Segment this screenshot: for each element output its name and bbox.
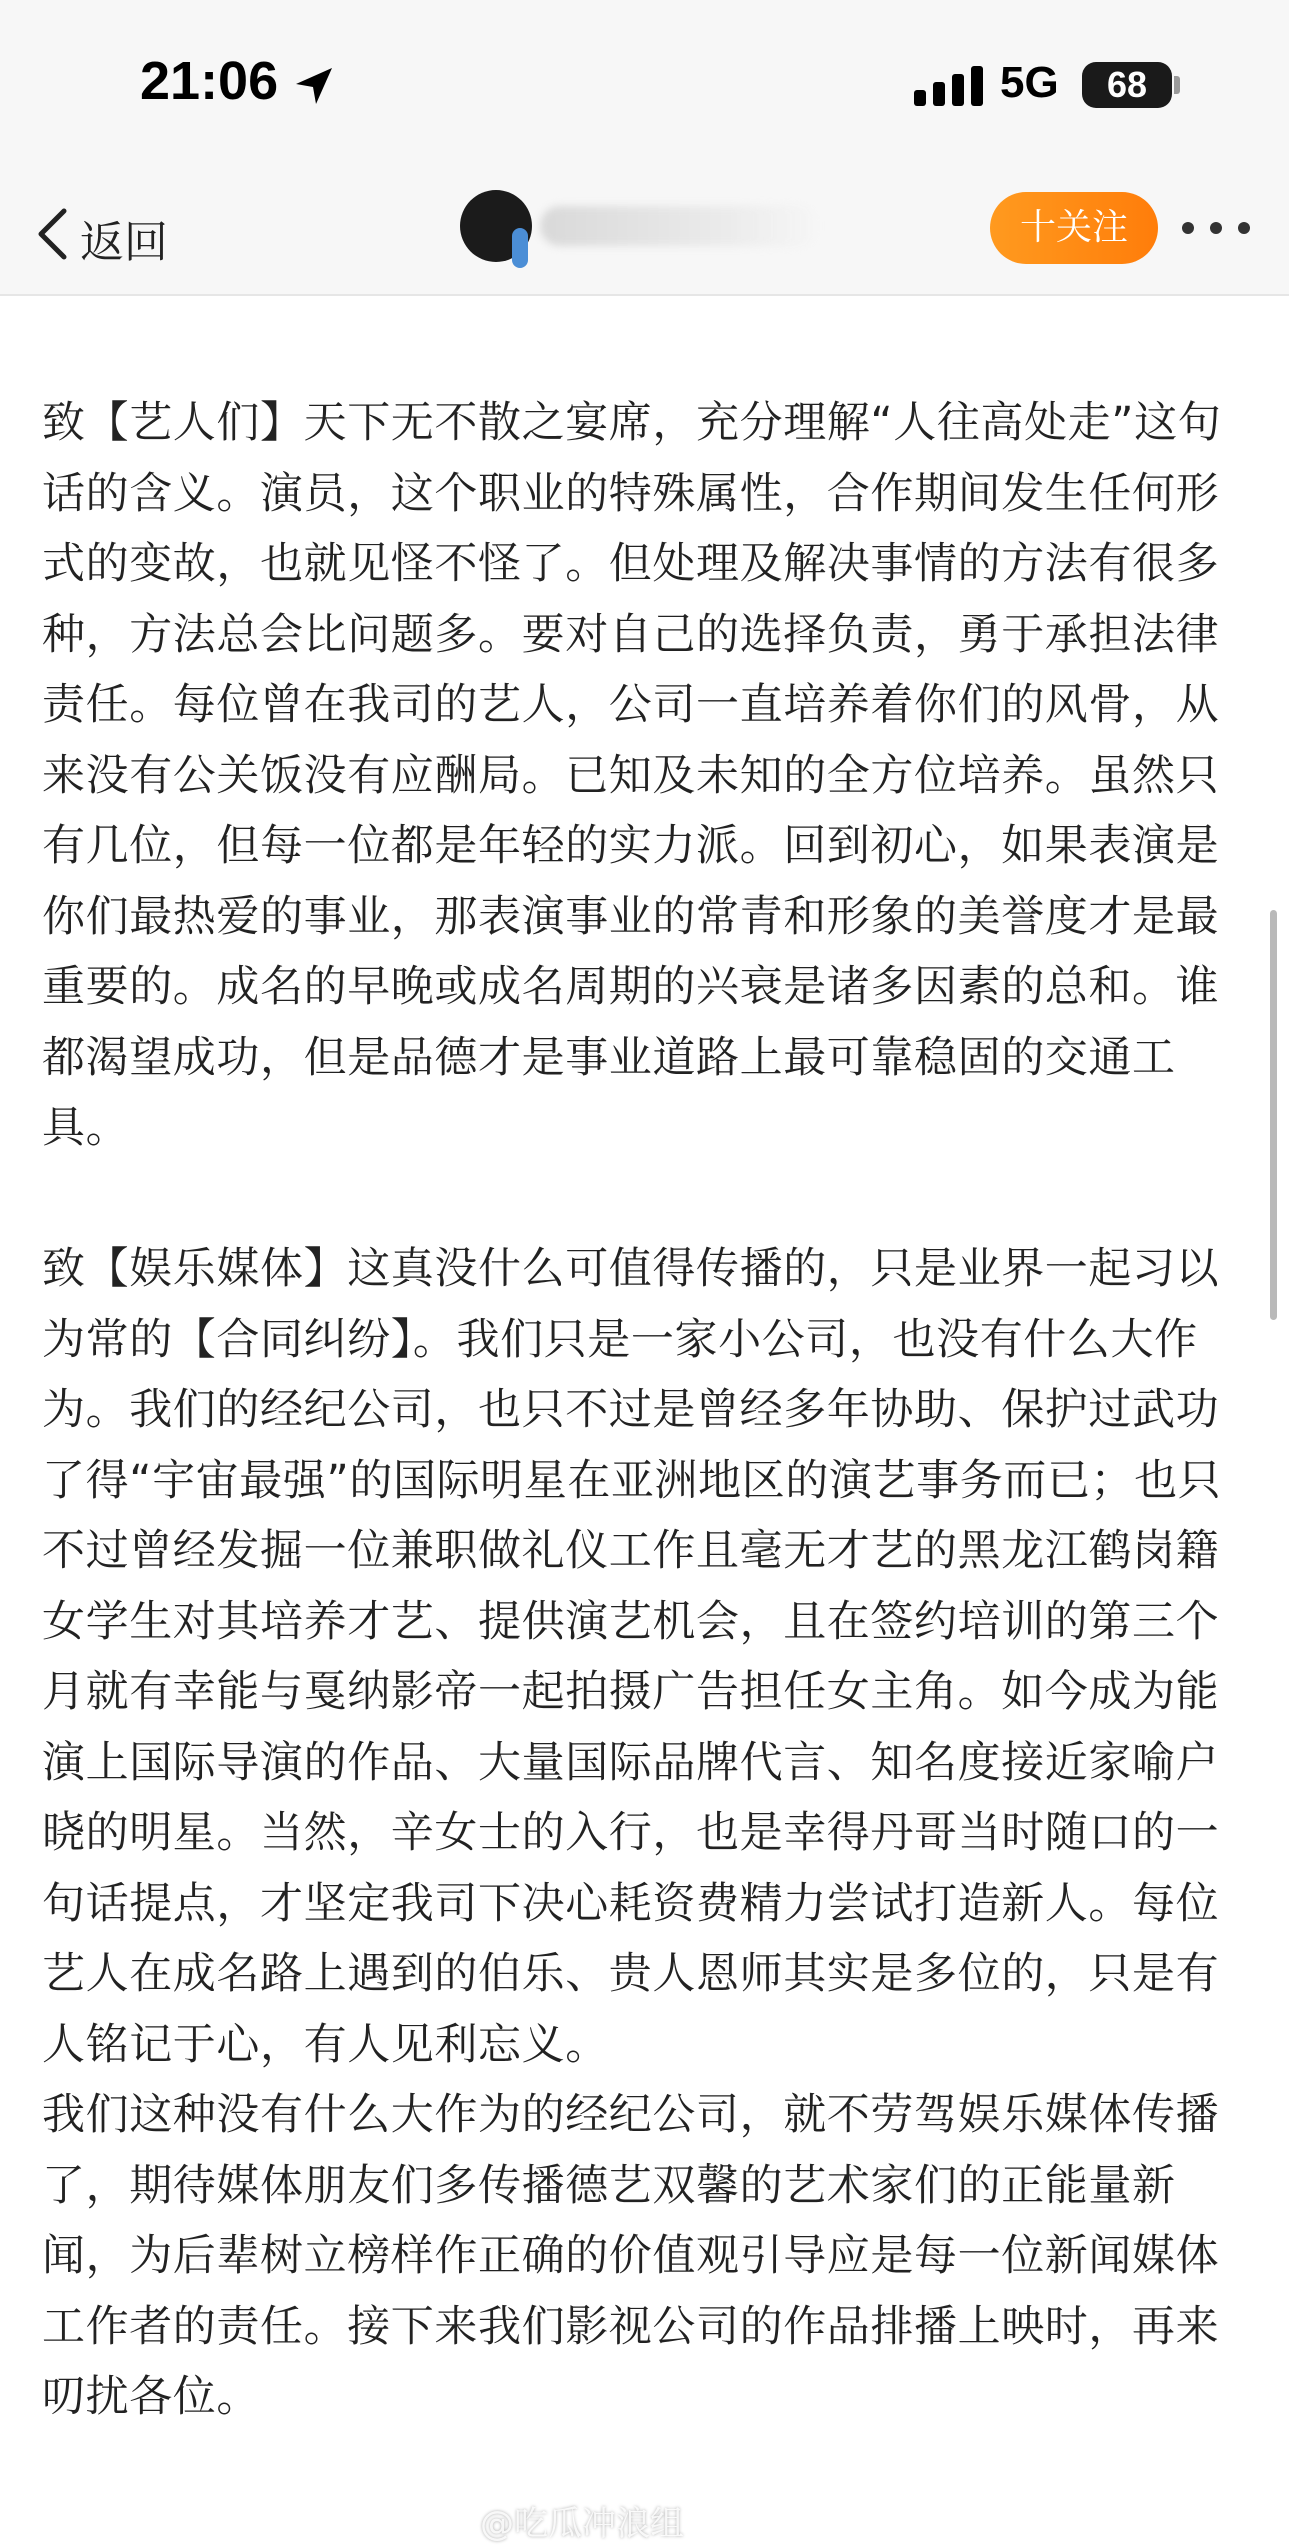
status-bar: [0, 0, 1289, 170]
network-type: 5G: [1000, 58, 1059, 107]
post-body: [42, 388, 1242, 2433]
more-options-icon[interactable]: [1180, 220, 1252, 236]
back-label: 返回: [80, 217, 168, 268]
battery-level: 68: [1106, 64, 1148, 105]
battery-tip: [1174, 76, 1180, 94]
verified-badge-icon: [512, 228, 528, 268]
scroll-indicator[interactable]: [1270, 910, 1277, 1320]
chevron-left-icon: [36, 208, 68, 260]
watermark: @吃瓜冲浪组: [480, 2504, 684, 2544]
post-paragraph-media: 致【娱乐媒体】这真没什么可值得传播的，只是业界一起习以为常的【合同纠纷】。我们只是一家小公司，也没有什么大作为。我们的经纪公司，也只不过是曾经多年协助、保护过武功了得“宇宙最强”的国际明星在亚洲地区的演艺事务而已；也只不过曾经发掘一位兼职做礼仪工作且毫无才艺的黑龙江鹤岗籍女学生对其培养才艺、提供演艺机会，且在签约培训的第三个月就有幸能与戛纳影帝一起拍摄广告担任女主角。如今成为能演上国际导演的作品、大量国际品牌代言、知名度接近家喻户晓的明星。当然，辛女士的入行，也是幸得丹哥当时随口的一句话提点，才坚定我司下决心耗资费精力尝试打造新人。每位艺人在成名路上遇到的伯乐、贵人恩师其实是多位的，只是有人铭记于心，有人见利忘义。: [42, 1244, 1222, 2070]
location-arrow-icon: [292, 64, 336, 108]
battery-icon: [1082, 62, 1172, 108]
post-paragraph-closing: 我们这种没有什么大作为的经纪公司，就不劳驾娱乐媒体传播了，期待媒体朋友们多传播德艺双馨的艺术家们的正能量新闻，为后辈树立榜样作正确的价值观引导应是每一位新闻媒体工作者的责任。接下来我们影视公司的作品排播上映时，再来叨扰各位。: [42, 2090, 1220, 2422]
paragraph-spacer: [42, 1164, 1242, 1235]
username-blurred[interactable]: [540, 206, 820, 246]
cellular-signal-icon: [914, 66, 984, 106]
follow-button[interactable]: 十关注: [990, 192, 1158, 264]
status-time: 21:06: [140, 51, 279, 111]
back-button[interactable]: [30, 188, 190, 276]
nav-bar: [0, 170, 1289, 296]
post-paragraph-artists: 致【艺人们】天下无不散之宴席，充分理解“人往高处走”这句话的含义。演员，这个职业的特殊属性，合作期间发生任何形式的变故，也就见怪不怪了。但处理及解决事情的方法有很多种，方法总会比问题多。要对自己的选择负责，勇于承担法律责任。每位曾在我司的艺人，公司一直培养着你们的风骨，从来没有公关饭没有应酬局。已知及未知的全方位培养。虽然只有几位，但每一位都是年轻的实力派。回到初心，如果表演是你们最热爱的事业，那表演事业的常青和形象的美誉度才是最重要的。成名的早晚或成名周期的兴衰是诸多因素的总和。谁都渴望成功，但是品德才是事业道路上最可靠稳固的交通工具。: [42, 398, 1222, 1153]
